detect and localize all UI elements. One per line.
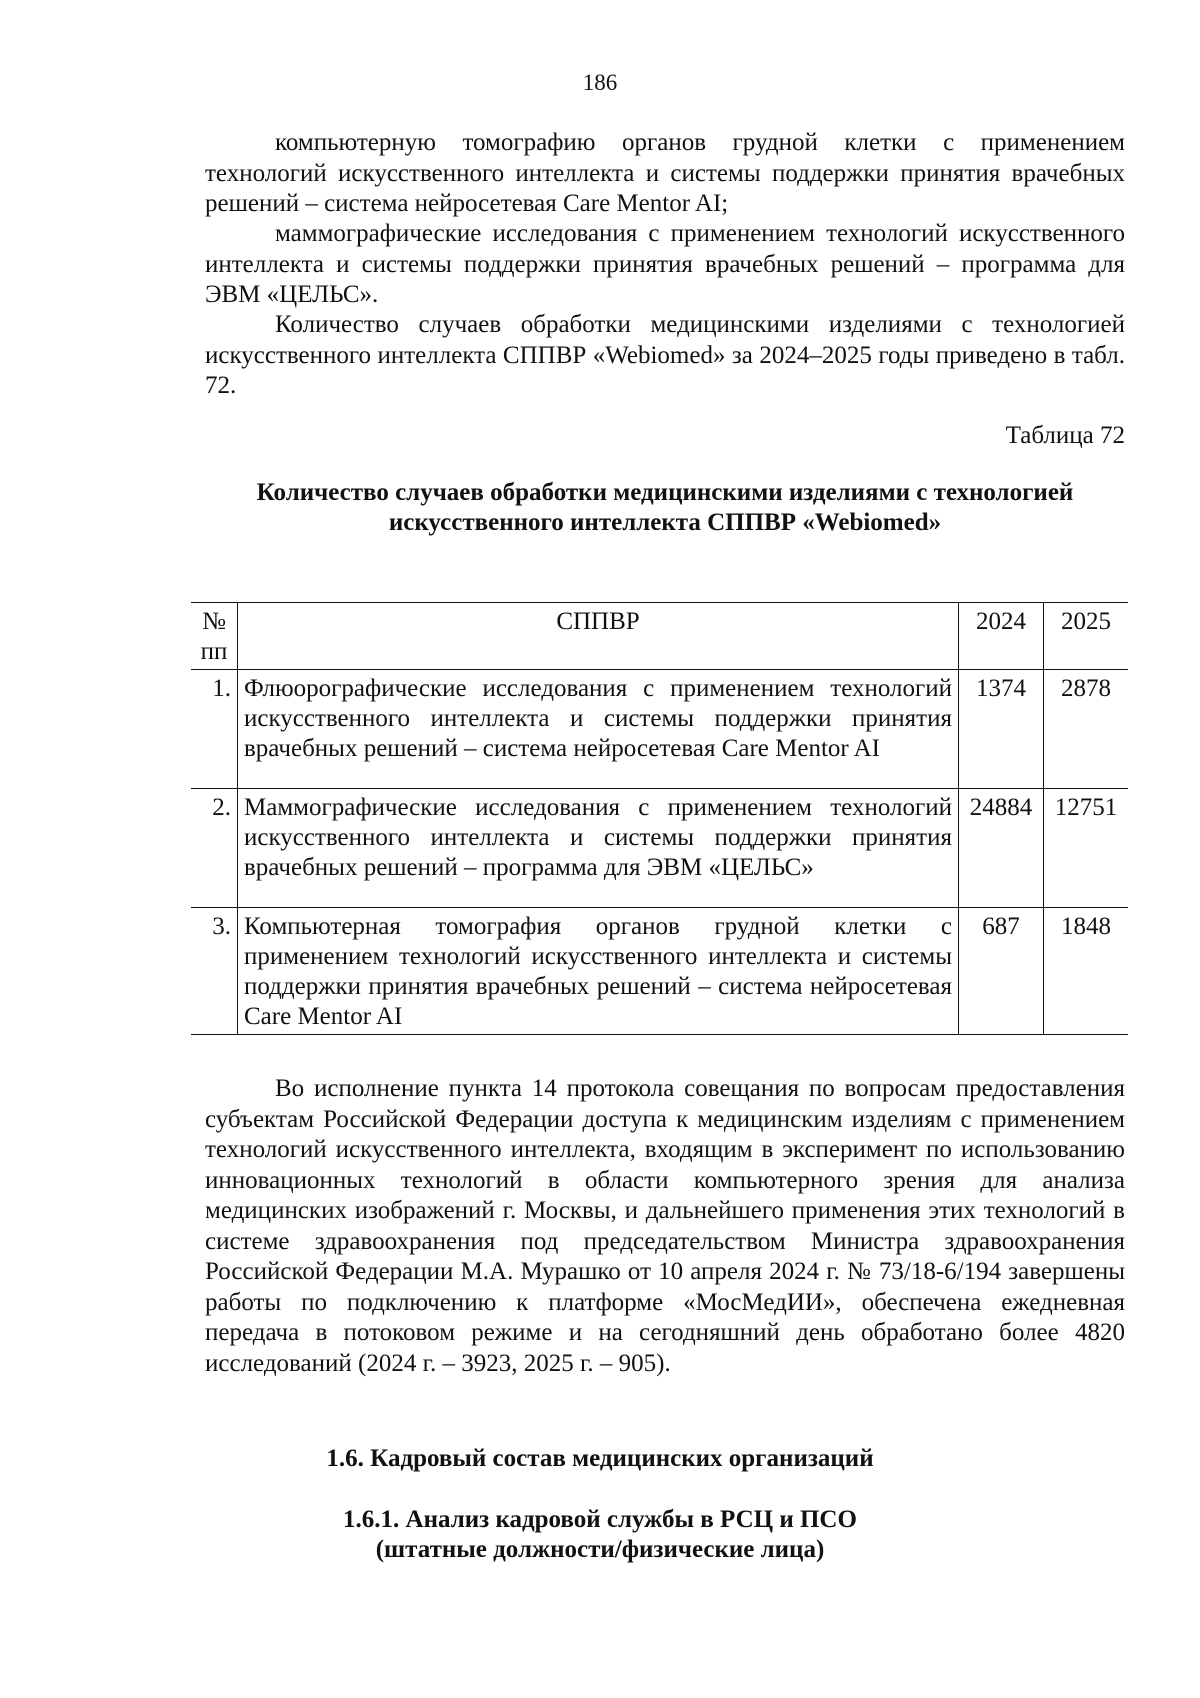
page-number: 186 [582,70,618,95]
intro-paragraph-1: компьютерную томографию органов грудной клетки с применением технологий искусственного интеллекта и системы поддержки принятия врачебных решений – система нейросетевая Care Mentor AI; [205,129,1125,217]
subsection-heading-line-1: 1.6.1. Анализ кадровой службы в РСЦ и ПСО [343,1506,857,1533]
row-name: Маммографические исследования с применением технологий искусственного интеллекта и системы поддержки принятия врачебных решений – программа для ЭВМ «ЦЕЛЬС» [238,789,959,908]
subsection-heading-line-2: (штатные должности/физические лица) [375,1536,825,1563]
data-table [191,602,1128,1035]
table-header-row [191,603,1128,670]
header-name: СППВР [238,603,959,670]
header-number: № пп [191,603,238,670]
table-title: Количество случаев обработки медицинскими изделиями с технологией искусственного интеллекта СППВР «Webiomed» [256,479,1074,536]
table-row [191,789,1128,908]
table-label: Таблица 72 [1005,422,1125,449]
section-heading: 1.6. Кадровый состав медицинских организаций [326,1445,874,1472]
intro-paragraph-3: Количество случаев обработки медицинскими изделиями с технологией искусственного интеллекта СППВР «Webiomed» за 2024–2025 годы приведено в табл. 72. [205,311,1125,399]
row-value-2024: 687 [959,908,1044,1035]
row-value-2025: 2878 [1044,670,1129,789]
row-value-2024: 1374 [959,670,1044,789]
row-number: 1. [191,670,238,789]
table-row [191,670,1128,789]
row-name: Компьютерная томография органов грудной клетки с применением технологий искусственного интеллекта и системы поддержки принятия врачебных решений – система нейросетевая Care Mentor AI [238,908,959,1035]
row-name: Флюорографические исследования с применением технологий искусственного интеллекта и системы поддержки принятия врачебных решений – система нейросетевая Care Mentor AI [238,670,959,789]
table-row [191,908,1128,1035]
intro-paragraph-2: маммографические исследования с применением технологий искусственного интеллекта и системы поддержки принятия врачебных решений – программа для ЭВМ «ЦЕЛЬС». [205,220,1125,308]
row-number: 3. [191,908,238,1035]
header-year-2025: 2025 [1044,603,1129,670]
row-value-2025: 1848 [1044,908,1129,1035]
row-value-2024: 24884 [959,789,1044,908]
header-year-2024: 2024 [959,603,1044,670]
row-value-2025: 12751 [1044,789,1129,908]
closing-paragraph: Во исполнение пункта 14 протокола совещания по вопросам предоставления субъектам Российской Федерации доступа к медицинским изделиям с применением технологий искусственного интеллекта, входящим в эксперимент по использованию инновационных технологий в области компьютерного зрения для анализа медицинских изображений г. Москвы, и дальнейшего применения этих технологий в системе здравоохранения под председательством Министра здравоохранения Российской Федерации М.А. Мурашко от 10 апреля 2024 г. № 73/18-6/194 завершены работы по подключению к платформе «МосМедИИ», обеспечена ежедневная передача в потоковом режиме и на сегодняшний день обработано более 4820 исследований (2024 г. – 3923, 2025 г. – 905). [205,1075,1125,1377]
row-number: 2. [191,789,238,908]
